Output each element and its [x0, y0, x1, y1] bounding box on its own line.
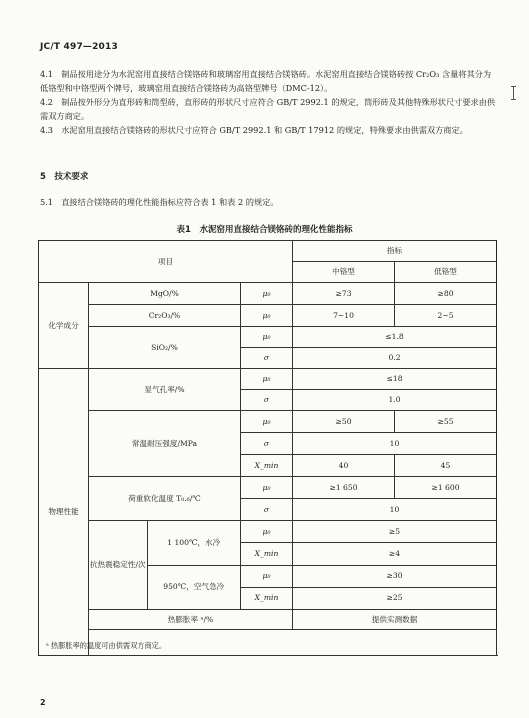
value-tsr1100-xmin: ≥4	[293, 543, 497, 565]
paragraph-4-1: 4.1 制品按用途分为水泥窑用直接结合镁铬砖和玻璃窑用直接结合镁铬砖。水泥窑用直接结合镁铬砖按 Cr₂O₃ 含量将其分为低铬型和中铬型两个牌号，玻璃窑用直接结合镁铬砖为高铬型牌号（DMC-12）。	[40, 69, 492, 93]
header-item: 项目	[39, 241, 293, 283]
group-physical: 物理性能	[39, 369, 89, 656]
properties-table	[38, 240, 497, 656]
value-mgo-low: ≥80	[395, 283, 497, 305]
symbol-mu: μ₀	[241, 369, 293, 390]
value-mgo-mid: ≥73	[293, 283, 395, 305]
symbol-sigma: σ	[241, 348, 293, 369]
value-ccs-xmin-low: 45	[395, 455, 497, 477]
page-number: 2	[40, 698, 46, 707]
value-ccs-xmin-mid: 40	[293, 455, 395, 477]
table-caption: 表1 水泥窑用直接结合镁铬砖的理化性能指标	[176, 225, 353, 235]
document-code: JC/T 497—2013	[40, 42, 118, 52]
symbol-mu: μ₀	[241, 477, 293, 499]
label-tsr: 抗热震稳定性/次	[89, 521, 147, 609]
value-thermal-expansion: 提供实测数据	[293, 610, 497, 630]
section-heading-5: 5 技术要求	[40, 172, 89, 182]
symbol-mu: μ₀	[241, 283, 293, 305]
symbol-sigma: σ	[241, 433, 293, 455]
value-rul-sigma: 10	[293, 499, 497, 521]
label-tsr-950: 950℃，空气急冷	[163, 582, 225, 592]
symbol-xmin: X_min	[241, 587, 293, 609]
symbol-mu: μ₀	[241, 521, 293, 543]
symbol-mu: μ₀	[241, 305, 293, 327]
value-sio2-sigma: 0.2	[293, 348, 497, 369]
label-porosity: 显气孔率/%	[89, 369, 241, 411]
value-porosity-mu: ≤18	[293, 369, 497, 390]
paragraph-4-3: 4.3 水泥窑用直接结合镁铬砖的形状尺寸应符合 GB/T 2992.1 和 GB/T 17912 的规定，特殊要求由供需双方商定。	[40, 125, 468, 135]
value-cr-low: 2~5	[395, 305, 497, 327]
value-cr-mid: 7~10	[293, 305, 395, 327]
text-cursor-icon	[513, 86, 514, 100]
label-thermal-expansion: 热膨胀率 ᵃ/%	[89, 610, 293, 630]
tsr-subtable	[89, 521, 240, 609]
label-rul: 荷重软化温度 T₀.₆/℃	[89, 477, 241, 521]
value-rul-mu-low: ≥1 600	[395, 477, 497, 499]
symbol-mu: μ₀	[241, 327, 293, 348]
table-footnote: ᵃ 热膨胀率的温度可由供需双方商定。	[46, 641, 167, 650]
label-cr2o3: Cr₂O₃/%	[89, 305, 241, 327]
header-mid-chrome: 中铬型	[293, 262, 395, 283]
group-chemical: 化学成分	[39, 283, 89, 369]
value-ccs-mu-mid: ≥50	[293, 411, 395, 433]
label-tsr-1100: 1 100℃，水冷	[147, 521, 240, 565]
symbol-mu: μ₀	[241, 565, 293, 587]
value-tsr950-xmin: ≥25	[293, 587, 497, 609]
header-index: 指标	[293, 241, 497, 262]
label-sio2: SiO₂/%	[89, 327, 241, 369]
symbol-xmin: X_min	[241, 543, 293, 565]
value-ccs-sigma: 10	[293, 433, 497, 455]
symbol-sigma: σ	[241, 499, 293, 521]
value-tsr1100-mu: ≥5	[293, 521, 497, 543]
symbol-xmin: X_min	[241, 455, 293, 477]
symbol-mu: μ₀	[241, 411, 293, 433]
label-ccs: 常温耐压强度/MPa	[89, 411, 241, 477]
value-ccs-mu-low: ≥55	[395, 411, 497, 433]
value-sio2-mu: ≤1.8	[293, 327, 497, 348]
header-low-chrome: 低铬型	[395, 262, 497, 283]
symbol-sigma: σ	[241, 390, 293, 411]
value-rul-mu-mid: ≥1 650	[293, 477, 395, 499]
value-tsr950-mu: ≥30	[293, 565, 497, 587]
value-porosity-sigma: 1.0	[293, 390, 497, 411]
paragraph-4-2: 4.2 制品按外形分为直形砖和筒型砖，直形砖的形状尺寸应符合 GB/T 2992.1 的规定，筒形砖及其他特殊形状尺寸要求由供需双方商定。	[40, 97, 496, 121]
label-mgo: MgO/%	[89, 283, 241, 305]
paragraph-5-1: 5.1 直接结合镁铬砖的理化性能指标应符合表 1 和表 2 的规定。	[40, 197, 279, 207]
